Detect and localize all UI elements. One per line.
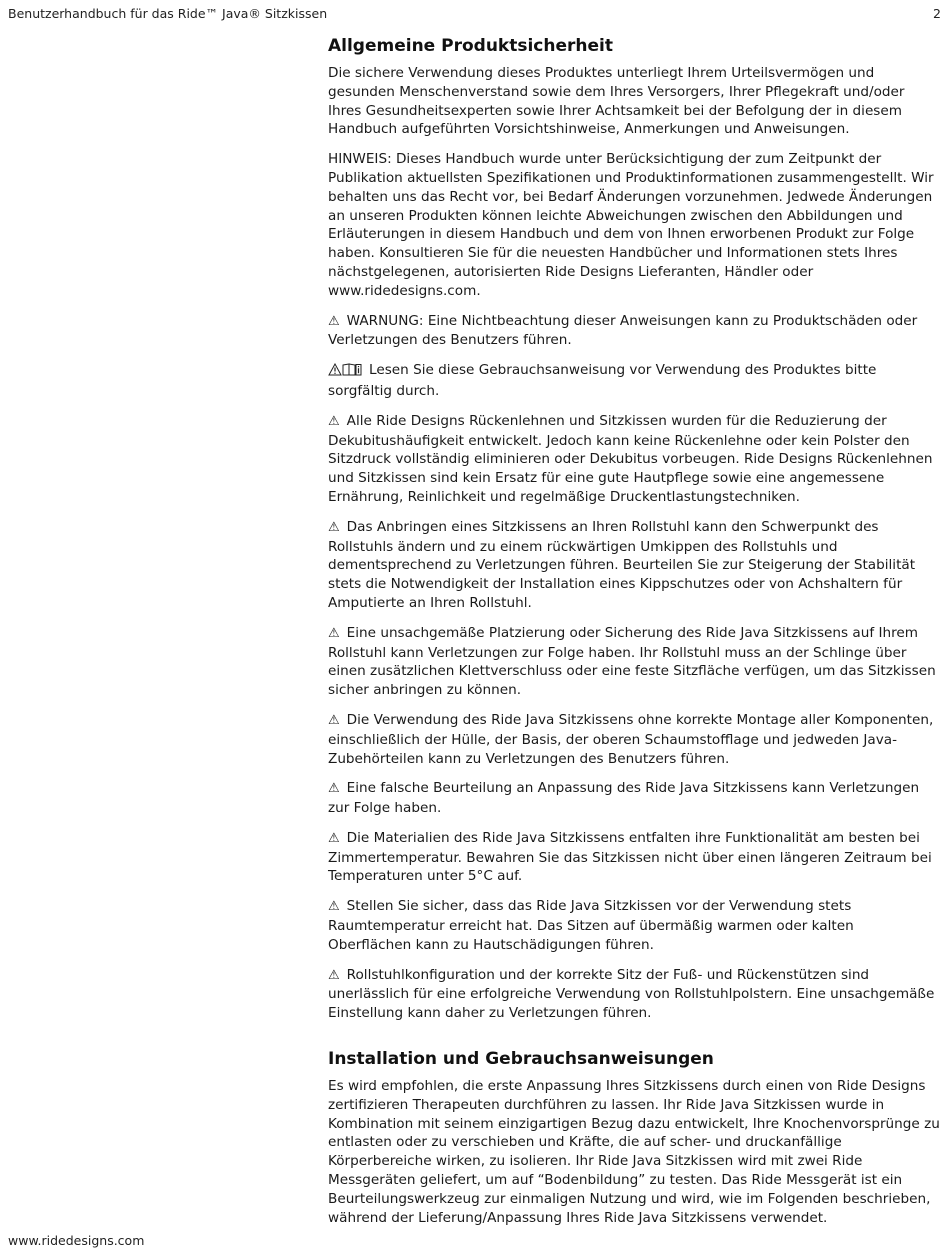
caution-paragraph [328, 779, 940, 818]
caution-text: Eine falsche Beurteilung an Anpassung des Ride Java Sitzkissens kann Verletzungen zur Folge haben. [328, 780, 920, 817]
warning-triangle-icon: ⚠ [328, 313, 340, 329]
warning-triangle-icon: ⚠ [328, 967, 340, 983]
read-manual-icon [328, 363, 362, 382]
caution-paragraph [328, 518, 940, 613]
warning-text: WARNUNG: Eine Nichtbeachtung dieser Anweisungen kann zu Produktschäden oder Verletzungen des Benutzers führen. [328, 312, 918, 349]
running-header [8, 6, 941, 21]
caution-text: Die Verwendung des Ride Java Sitzkissens ohne korrekte Montage aller Komponenten, einschließlich der Hülle, der Basis, der oberen Schaumstofflage und jedweden Java-Zubehörteilen kann zu Verletzungen des Benutzers führen. [328, 711, 934, 767]
caution-paragraph [328, 966, 940, 1023]
caution-text: Die Materialien des Ride Java Sitzkissens entfalten ihre Funktionalität am besten bei Zimmertemperatur. Bewahren Sie das Sitzkissen nicht über einen längeren Zeitraum bei Temperaturen unter 5°C auf. [328, 829, 932, 885]
caution-paragraph [328, 624, 940, 700]
caution-text: Das Anbringen eines Sitzkissens an Ihren Rollstuhl kann den Schwerpunkt des Rollstuhls ändern und zu einem rückwärtigen Umkippen des Rollstuhls und dementsprechend zu Verletzungen führen. Beurteilen Sie zur Steigerung der Stabilität stets die Notwendigkeit der Installation eines Kippschutzes oder von Achshaltern für Amputierte an Ihren Rollstuhl. [328, 518, 916, 611]
warning-triangle-icon: ⚠ [328, 625, 340, 641]
section-heading-installation: Installation und Gebrauchsanweisungen [328, 1049, 714, 1070]
read-instructions-paragraph [328, 361, 940, 401]
caution-text: Rollstuhlkonfiguration und der korrekte Sitz der Fuß- und Rückenstützen sind unerlässlich für eine erfolgreiche Verwendung von Rollstuhlpolstern. Eine unsachgemäße Einstellung kann daher zu Verletzungen führen. [328, 966, 935, 1022]
warning-paragraph [328, 312, 940, 351]
warning-triangle-icon: ⚠ [328, 781, 340, 797]
intro-paragraph: Die sichere Verwendung dieses Produktes unterliegt Ihrem Urteilsvermögen und gesunden Menschenverstand sowie dem Ihres Versorgers, Ihrer Pflegekraft und/oder Ihres Gesundheitsexperten sowie Ihrer Achtsamkeit bei der Befolgung der in diesem Handbuch aufgeführten Vorsichtshinweise, Anmerkungen und Anweisungen. [328, 65, 905, 138]
main-content [328, 36, 940, 1238]
caution-text: Alle Ride Designs Rückenlehnen und Sitzkissen wurden für die Reduzierung der Dekubitushäufigkeit entwickelt. Jedoch kann keine Rückenlehne oder kein Polster den Sitzdruck vollständig eliminieren oder Dekubitus vorbeugen. Ride Designs Rückenlehnen und Sitzkissen sind kein Ersatz für eine gute Hautpflege sowie eine angemessene Ernährung, Reinlichkeit und regelmäßige Druckentlastungstechniken. [328, 412, 933, 505]
read-instructions-text: Lesen Sie diese Gebrauchsanweisung vor Verwendung des Produktes bitte sorgfältig durch. [328, 362, 877, 399]
page-number: 2 [933, 6, 941, 21]
caution-paragraph [328, 829, 940, 886]
caution-text: Stellen Sie sicher, dass das Ride Java Sitzkissen vor der Verwendung stets Raumtemperatur erreicht hat. Das Sitzen auf übermäßig warmen oder kalten Oberflächen kann zu Hautschädigungen führen. [328, 898, 854, 953]
warning-triangle-icon: ⚠ [328, 712, 340, 728]
footer-url: www.ridedesigns.com [8, 1233, 145, 1248]
caution-paragraph [328, 711, 940, 768]
warning-triangle-icon: ⚠ [328, 413, 340, 429]
warning-triangle-icon: ⚠ [328, 519, 340, 535]
notice-paragraph: HINWEIS: Dieses Handbuch wurde unter Berücksichtigung der zum Zeitpunkt der Publikation aktuellsten Spezifikationen und Produktinformationen zusammengestellt. Wir behalten uns das Recht vor, bei Bedarf Änderungen vorzunehmen. Jedwede Änderungen an unseren Produkten können leichte Abweichungen zwischen den Abbildungen und Erläuterungen in diesem Handbuch und dem von Ihnen erworbenen Produkt zur Folge haben. Konsultieren Sie für die neuesten Handbücher und Informationen stets Ihres nächstgelegenen, autorisierten Ride Designs Lieferanten, Händler oder www.ridedesigns.com. [328, 151, 934, 299]
caution-text: Eine unsachgemäße Platzierung oder Sicherung des Ride Java Sitzkissens auf Ihrem Rollstuhl kann Verletzungen zur Folge haben. Ihr Rollstuhl muss an der Schlinge über einen zusätzlichen Klettverschluss oder eine feste Sitzfläche verfügen, um das Sitzkissen sicher anbringen zu können. [328, 624, 936, 699]
warning-triangle-icon: ⚠ [328, 830, 340, 846]
warning-triangle-icon: ⚠ [328, 899, 340, 915]
caution-paragraph [328, 412, 940, 507]
caution-paragraph [328, 897, 940, 954]
section-heading-product-safety: Allgemeine Produktsicherheit [328, 36, 613, 56]
installation-paragraph: Es wird empfohlen, die erste Anpassung Ihres Sitzkissens durch einen von Ride Designs zertifizieren Therapeuten durchführen zu lassen. Ihr Ride Java Sitzkissen wurde in Kombination mit seinem einzigartigen Bezug dazu entwickelt, Ihre Knochenvorsprünge zu entlasten oder zu verschieben und Kräfte, die auf scher- und druckanfällige Körperbereiche wirken, zu isolieren. Ihr Ride Java Sitzkissen wird mit zwei Ride Messgeräten geliefert, um auf “Bodenbildung” zu testen. Das Ride Messgerät ist ein Beurteilungswerkzeug zur einmaligen Nutzung und wird, wie im Folgenden beschrieben, während der Lieferung/Anpassung Ihres Ride Java Sitzkissens verwendet. [328, 1078, 940, 1226]
document-title: Benutzerhandbuch für das Ride™ Java® Sitzkissen [8, 6, 328, 21]
